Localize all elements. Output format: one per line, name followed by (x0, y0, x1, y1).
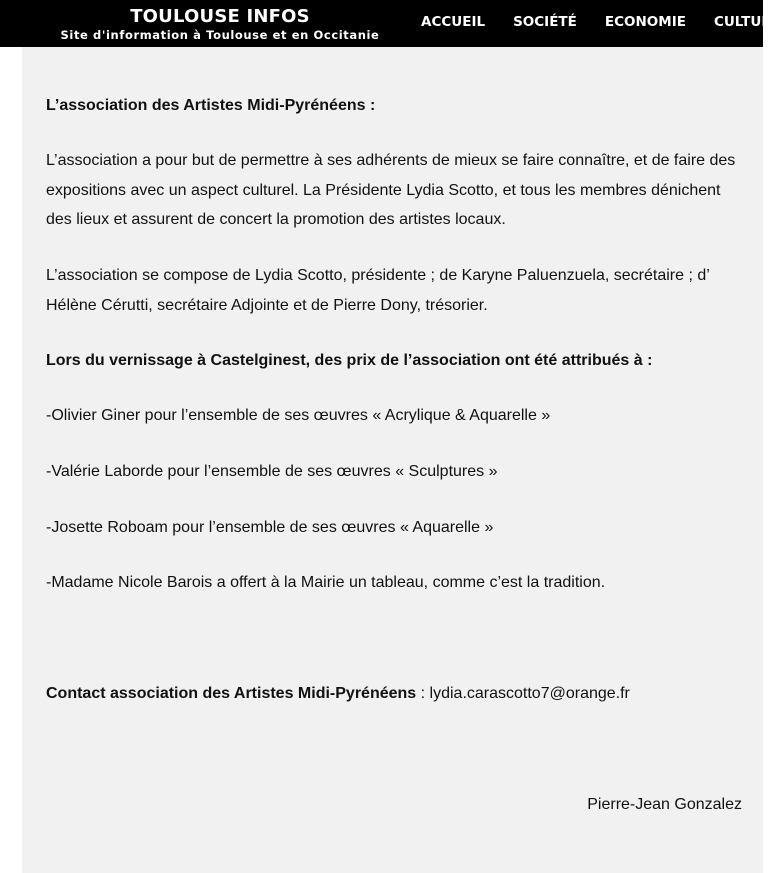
prize-item: -Madame Nicole Barois a offert à la Mairie un tableau, comme c’est la tradition. (46, 574, 606, 591)
contact-separator: : (416, 685, 430, 702)
article-panel (22, 47, 763, 873)
contact-label: Contact association des Artistes Midi-Pyrénéens (46, 685, 417, 702)
contact-line (46, 679, 746, 709)
nav-item-economie[interactable]: ECONOMIE (604, 13, 686, 30)
nav-item-societe[interactable]: SOCIÉTÉ (513, 13, 577, 30)
association-heading: L’association des Artistes Midi-Pyrénéens : (46, 97, 376, 114)
site-header (0, 0, 781, 47)
prize-item: -Valérie Laborde pour l’ensemble de ses œuvres « Sculptures » (46, 463, 498, 480)
site-title[interactable]: TOULOUSE INFOS (130, 6, 310, 27)
site-tagline: Site d'information à Toulouse et en Occitanie (60, 28, 380, 42)
nav-item-culture[interactable]: CULTURE (713, 13, 781, 30)
contact-email[interactable]: lydia.carascotto7@orange.fr (429, 685, 630, 702)
main-nav (421, 0, 781, 47)
prize-item: -Josette Roboam pour l’ensemble de ses œuvres « Aquarelle » (46, 519, 494, 536)
article-author: Pierre-Jean Gonzalez (587, 796, 742, 813)
site-brand[interactable] (46, 7, 394, 42)
purpose-paragraph: L’association a pour but de permettre à ses adhérents de mieux se faire connaître, et de faire des expositions avec un aspect culturel. La Présidente Lydia Scotto, et tous les membres dénichent des lieux et assurent de concert la promotion des artistes locaux. (46, 152, 736, 228)
nav-item-accueil[interactable]: ACCUEIL (421, 13, 486, 30)
prize-item: -Olivier Giner pour l’ensemble de ses œuvres « Acrylique & Aquarelle » (46, 407, 551, 424)
members-paragraph: L’association se compose de Lydia Scotto, présidente ; de Karyne Paluenzuela, secrétaire ; d’ Hélène Cérutti, secrétaire Adjointe et de Pierre Dony, trésorier. (46, 267, 710, 314)
prizes-heading: Lors du vernissage à Castelginest, des prix de l’association ont été attribués à : (46, 352, 653, 369)
